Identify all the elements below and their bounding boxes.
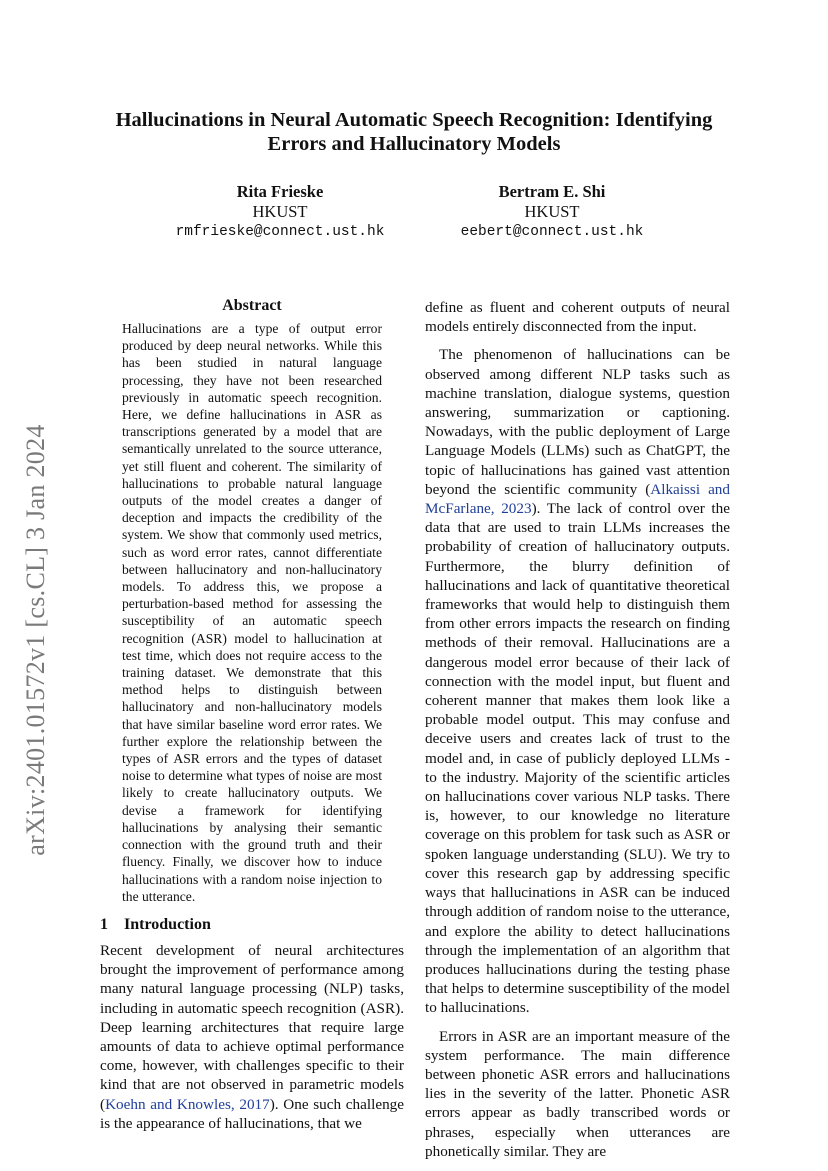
author-name: Bertram E. Shi [498, 182, 606, 201]
intro-paragraph-3: Errors in ASR are an important measure of the system performance. The main difference between phonetic ASR errors and hallucinations lies in the severity of the latter. Phonetic ASR errors appear as badly transcribed words or phrases, especially when utterances are phonetically similar. They are [425, 1027, 730, 1160]
author-affiliation: HKUST [524, 202, 580, 221]
section-heading-introduction [100, 915, 404, 935]
author-name: Rita Frieske [236, 182, 324, 201]
paragraph-text: ). One such challenge is the appearance of hallucinations, that we [100, 1095, 404, 1132]
arxiv-identifier-stamp [22, 380, 50, 900]
author-affiliation: HKUST [252, 202, 308, 221]
section-title: Introduction [124, 915, 211, 933]
intro-paragraph-2 [425, 345, 730, 1017]
arxiv-identifier-text: arXiv:2401.01572v1 [cs.CL] 3 Jan 2024 [21, 424, 50, 856]
citation-link[interactable]: Koehn and Knowles, 2017 [105, 1095, 270, 1113]
author-block-2 [392, 182, 712, 242]
left-column [100, 296, 404, 1133]
intro-paragraph-1-continued: define as fluent and coherent outputs of neural models entirely disconnected from the input. [425, 299, 730, 336]
paragraph-text: The phenomenon of hallucinations can be observed among different NLP tasks such as machine translation, dialogue systems, question answering, summarization or captioning. Nowadays, with the public deployment of Large Language Models (LLMs) such as ChatGPT, the topic of hallucinations has gained vast attention beyond the scientific community ( [425, 346, 730, 498]
paper-title: Hallucinations in Neural Automatic Speech Recognition: Identifying Errors and Hallucinatory Models [115, 109, 713, 155]
paragraph-text: ). The lack of control over the data that are used to train LLMs increases the probability of creation of hallucinatory outputs. Furthermore, the blurry definition of hallucinations and lack of quantitative theoretical frameworks that would help to distinguish them from other errors impacts the research on finding methods of their removal. Hallucinations are a dangerous model error because of their lack of connection with the model input, but fluent and coherent manner that makes them look like a probable model output. This may confuse and deceive users and creates lack of trust to the model and, in case of publicly deployed LLMs - to the industry. Majority of the scientific articles on hallucinations cover various NLP tasks. There is, however, to our knowledge no literature coverage on this problem for task such as ASR or spoken language understanding (SLU). We try to cover this research gap by addressing specific ways that hallucinations in ASR can be induced through addition of random noise to the utterance, and explore the ability to detect hallucinations through the implementation of an algorithm that produces hallucinations during the testing phase that helps to determine susceptibility of the model to hallucinations. [425, 500, 730, 1017]
abstract-text: Hallucinations are a type of output error produced by deep neural networks. While this has been studied in natural language processing, they have not been researched previously in automatic speech recognition. Here, we define hallucinations in ASR as transcriptions generated by a model that are semantically unrelated to the source utterance, yet still fluent and coherent. The similarity of hallucinations to probable natural language outputs of the model creates a danger of deception and impacts the credibility of the system. We show that commonly used metrics, such as word error rates, cannot differentiate between hallucinatory and non-hallucinatory models. To address this, we propose a perturbation-based method for assessing the susceptibility of an automatic speech recognition (ASR) model to hallucination at test time, which does not require access to the training dataset. We demonstrate that this method helps to distinguish between hallucinatory and non-hallucinatory models that have similar baseline word error rates. We further explore the relationship between the types of ASR errors and the types of dataset noise to determine what types of noise are most likely to create hallucinatory outputs. We devise a framework for identifying hallucinations by analysing their semantic connection with the ground truth and their fluency. Finally, we discover how to induce hallucinations with a random noise injection to the utterance. [122, 321, 382, 904]
paragraph-text: Recent development of neural architectures brought the improvement of performance among many natural language processing (NLP) tasks, including in automatic speech recognition (ASR). Deep learning architectures that require large amounts of data to achieve optimal performance come, however, with challenges specific to their kind that are not observed in parametric models ( [100, 941, 404, 1113]
author-email: eebert@connect.ust.hk [460, 224, 644, 240]
author-email: rmfrieske@connect.ust.hk [175, 224, 385, 240]
section-number: 1 [100, 915, 108, 933]
right-column [425, 298, 730, 1161]
intro-paragraph-1 [100, 941, 404, 1133]
citation-link[interactable]: Alkaissi and McFarlane, 2023 [425, 480, 730, 518]
abstract-heading: Abstract [222, 297, 282, 314]
